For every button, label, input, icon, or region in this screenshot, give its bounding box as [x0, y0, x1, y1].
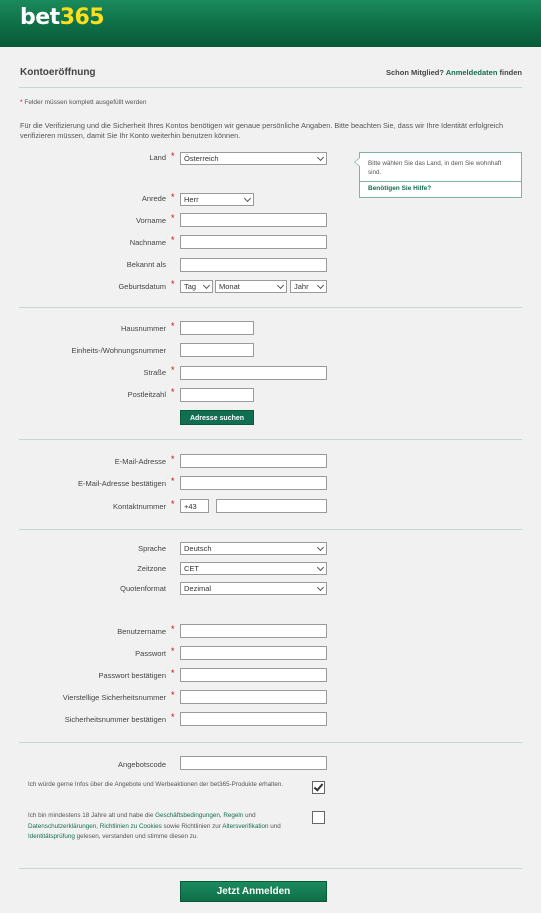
unit-number-input[interactable] [180, 343, 254, 357]
land-label: Land [149, 153, 166, 162]
first-name-input[interactable] [180, 213, 327, 227]
required-star: * [171, 365, 175, 375]
terms-consent-checkbox[interactable] [312, 811, 325, 824]
required-star: * [171, 624, 175, 634]
bekannt-label: Bekannt als [126, 260, 166, 269]
hausnummer-label: Hausnummer [120, 324, 166, 333]
divider [19, 868, 522, 869]
password-input[interactable] [180, 646, 327, 660]
intro-text: Für die Verifizierung und die Sicherheit Ihres Kontos benötigen wir genaue persönliche Angaben. Bitte beachten Sie, dass wir Ihre Identität erfolgreich verifizieren müssen, damit Sie Ihr Konto weiterhin benutzen können. [20, 121, 504, 140]
age-verification-link[interactable]: Altersverifikation [222, 822, 269, 830]
promo-code-label: Angebotscode [118, 760, 166, 769]
required-star: * [171, 387, 175, 397]
page-title: Kontoeröffnung [20, 67, 96, 78]
checkmark-icon [314, 781, 324, 791]
divider [19, 87, 522, 88]
strasse-label: Straße [143, 368, 166, 377]
vorname-label: Vorname [135, 216, 166, 225]
registration-page [0, 47, 541, 913]
pin-confirm-label: Sicherheitsnummer bestätigen [64, 715, 166, 724]
email-confirm-input[interactable] [180, 476, 327, 490]
street-input[interactable] [180, 366, 327, 380]
house-number-input[interactable] [180, 321, 254, 335]
salutation-select[interactable]: Herr [180, 193, 254, 206]
required-star: * [171, 646, 175, 656]
chevron-down-icon [277, 282, 284, 289]
terms-consent-text: Ich bin mindestens 18 Jahre alt und habe die Geschäftsbedingungen, Regeln und Datenschutzerklärungen, Richtlinien zu Cookies sowie Richtlinien zur Altersverifikation und Identitätsprüfung gelesen, verstanden und stimme diesen zu. [28, 812, 281, 840]
required-star: * [171, 235, 175, 245]
phone-label: Kontaktnummer [113, 502, 166, 511]
nachname-label: Nachname [129, 238, 166, 247]
sprache-label: Sprache [138, 544, 166, 553]
security-number-confirm-input[interactable] [180, 712, 327, 726]
phone-number-input[interactable] [216, 499, 327, 513]
required-star: * [171, 712, 175, 722]
anrede-label: Anrede [141, 194, 166, 203]
security-number-input[interactable] [180, 690, 327, 704]
zeitzone-label: Zeitzone [137, 564, 166, 573]
birth-year-select[interactable]: Jahr [290, 280, 327, 293]
help-tooltip [359, 152, 522, 198]
terms-link[interactable]: Geschäftsbedingungen [155, 812, 220, 819]
email-confirm-label: E-Mail-Adresse bestätigen [78, 479, 166, 488]
username-input[interactable] [180, 624, 327, 638]
chevron-down-icon [203, 282, 210, 289]
help-divider [360, 181, 521, 182]
member-login-hint [386, 68, 522, 77]
address-search-button[interactable]: Adresse suchen [180, 410, 254, 425]
privacy-link[interactable]: Datenschutzerklärungen [28, 822, 97, 830]
marketing-consent-text: Ich würde gerne Infos über die Angebote und Werbeaktionen der bet365-Produkte erhalten. [28, 781, 284, 788]
divider [19, 307, 522, 308]
required-note: * Felder müssen komplett ausgefüllt werden [20, 99, 147, 106]
promo-code-input[interactable] [180, 756, 327, 770]
email-label: E-Mail-Adresse [114, 457, 166, 466]
birth-day-select[interactable]: Tag [180, 280, 213, 293]
email-input[interactable] [180, 454, 327, 468]
birth-month-select[interactable]: Monat [215, 280, 287, 293]
username-label: Benutzername [117, 627, 166, 636]
chevron-down-icon [317, 282, 324, 289]
chevron-down-icon [317, 544, 324, 551]
cookies-link[interactable]: Richtlinien zu Cookies [99, 822, 162, 830]
einheit-label: Einheits-/Wohnungsnummer [71, 346, 166, 355]
marketing-consent-checkbox[interactable] [312, 781, 325, 794]
country-select[interactable]: Österreich [180, 152, 327, 165]
last-name-input[interactable] [180, 235, 327, 249]
password-confirm-input[interactable] [180, 668, 327, 682]
required-star: * [171, 476, 175, 486]
required-star: * [171, 668, 175, 678]
required-star: * [171, 151, 175, 161]
required-star: * [20, 99, 23, 106]
known-as-input[interactable] [180, 258, 327, 272]
language-select[interactable]: Deutsch [180, 542, 327, 555]
divider [19, 529, 522, 530]
bet365-logo[interactable]: bet365 [20, 5, 105, 30]
help-text: Bitte wählen Sie das Land, in dem Sie wohnhaft sind. [368, 160, 502, 176]
required-star: * [171, 192, 175, 202]
member-suffix: finden [499, 68, 522, 77]
divider [19, 742, 522, 743]
timezone-select[interactable]: CET [180, 562, 327, 575]
password-confirm-label: Passwort bestätigen [98, 671, 166, 680]
required-star: * [171, 213, 175, 223]
required-star: * [171, 690, 175, 700]
password-label: Passwort [135, 649, 166, 658]
odds-format-select[interactable]: Dezimal [180, 582, 327, 595]
required-star: * [171, 321, 175, 331]
required-star: * [171, 499, 175, 509]
rules-link[interactable]: Regeln [223, 812, 244, 819]
geburtsdatum-label: Geburtsdatum [118, 282, 166, 291]
quoten-label: Quotenformat [120, 584, 166, 593]
phone-prefix-input[interactable]: +43 [180, 499, 209, 513]
divider [19, 439, 522, 440]
required-star: * [171, 279, 175, 289]
chevron-down-icon [317, 584, 324, 591]
identity-check-link[interactable]: Identitätsprüfung [28, 833, 75, 840]
site-header [0, 0, 541, 47]
login-details-link[interactable]: Anmeldedaten [445, 68, 498, 77]
chevron-down-icon [317, 564, 324, 571]
pin-label: Vierstellige Sicherheitsnummer [62, 693, 166, 702]
chevron-down-icon [317, 154, 324, 161]
register-button[interactable]: Jetzt Anmelden [180, 881, 327, 902]
member-prefix: Schon Mitglied? [385, 68, 444, 77]
chevron-down-icon [244, 195, 251, 202]
plz-label: Postleitzahl [127, 390, 166, 399]
postcode-input[interactable] [180, 388, 254, 402]
help-link[interactable]: Benötigen Sie Hilfe? [368, 185, 432, 192]
required-star: * [171, 454, 175, 464]
